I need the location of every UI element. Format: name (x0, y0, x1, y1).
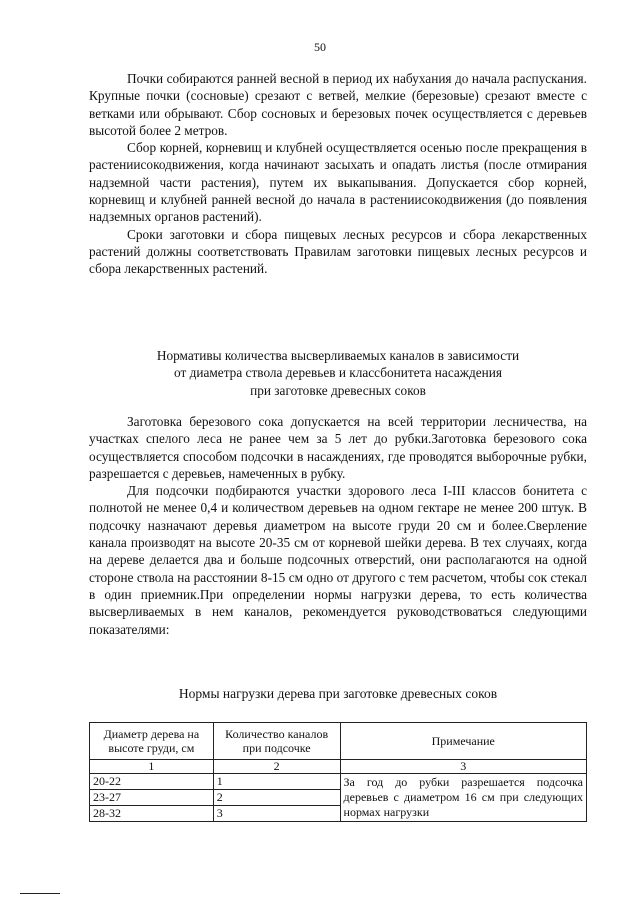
column-number: 3 (340, 760, 586, 774)
paragraph-buds: Почки собираются ранней весной в период их набухания до начала распускания. Крупные почки (сосновые) срезают с ветвей, мелкие (березовые) срезают вместе с ветками или обрывают. Сбор сосновых и березовых почек осуществляется с деревьев высотой более 2 метров. (89, 71, 587, 138)
paragraph-sap-harvest: Заготовка березового сока допускается на всей территории лесничества, на участках спелого леса не ранее чем за 5 лет до рубки.Заготовка березового сока осуществляется способом подсочки в насаждениях, где проводятся выборочные рубки, разрешается с деревьев, намеченных в рубку. (89, 414, 587, 481)
section-title-line: при заготовке древесных соков (250, 382, 426, 398)
column-number-row (90, 760, 587, 774)
cell-channels: 1 (213, 774, 340, 790)
paragraph-roots: Сбор корней, корневищ и клубней осуществляется осенью после прекращения в растениисокодвижения, когда начинают засыхать и опадать листья (после отмирания надземной части растения), путем их выкапывания. Допускается сбор корней, корневищ и клубней ранней весной до начала в растениисокодвижения (до появления надземных органов растений). (89, 140, 587, 225)
intro-text (89, 70, 587, 278)
cell-diameter: 23-27 (90, 790, 214, 806)
page-number: 50 (314, 40, 326, 54)
header-diameter: Диаметр дерева на высоте груди, см (90, 723, 214, 760)
table-header-row (90, 723, 587, 760)
header-channels: Количество каналов при подсочке (213, 723, 340, 760)
table-title: Нормы нагрузки дерева при заготовке древесных соков (178, 686, 498, 701)
norms-table (89, 722, 587, 822)
table-row (90, 774, 587, 790)
paragraph-tapping: Для подсочки подбираются участки здорового леса I-III классов бонитета с полнотой не менее 0,4 и количеством деревьев на одном гектаре не менее 200 штук. В подсочку назначают деревья диаметром на высоте груди 20 см и более.Сверление канала производят на высоте 20-35 см от корневой шейки дерева. В тех случаях, когда на дереве делается два и больше подсочных отверстий, они располагаются на одной стороне ствола на расстоянии 8-15 см одно от другого с тем расчетом, чтобы сок стекал в один приемник.При определении нормы нагрузки дерева, то есть количества высверливаемых в нем каналов, рекомендуется руководствоваться следующими показателями: (89, 483, 587, 637)
cell-diameter: 28-32 (90, 806, 214, 822)
footnote-divider (20, 893, 60, 894)
section-title (89, 347, 587, 399)
cell-channels: 3 (213, 806, 340, 822)
section-text (89, 413, 587, 638)
header-note: Примечание (340, 723, 586, 760)
column-number: 1 (90, 760, 214, 774)
cell-diameter: 20-22 (90, 774, 214, 790)
cell-note: За год до рубки разрешается подсочка деревьев с диаметром 16 см при следующих нормах нагрузки (340, 774, 586, 822)
cell-channels: 2 (213, 790, 340, 806)
section-title-line: Нормативы количества высверливаемых каналов в зависимости (156, 348, 520, 363)
section-title-line: от диаметра ствола деревьев и классбонитета насаждения (173, 365, 502, 381)
column-number: 2 (213, 760, 340, 774)
paragraph-harvest-rules: Сроки заготовки и сбора пищевых лесных ресурсов и сбора лекарственных растений должны соответствовать Правилам заготовки пищевых лесных ресурсов и сбора лекарственных растений. (89, 226, 587, 277)
